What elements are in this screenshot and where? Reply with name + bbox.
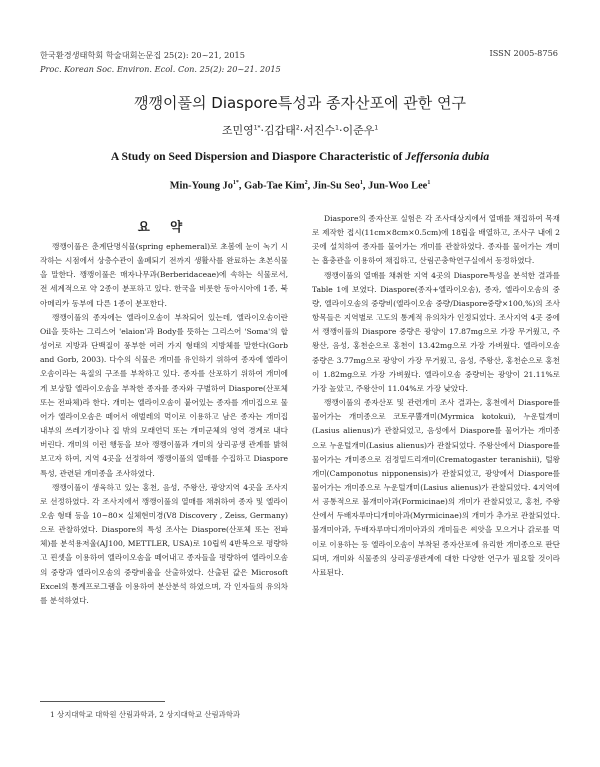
body-column-right: [312, 212, 560, 580]
journal-header: [40, 48, 281, 76]
author-name: 이준우: [342, 124, 375, 137]
paper-title-en: [0, 150, 600, 163]
body-paragraph: 깽깽이풀의 종자산포 및 관련개미 조사 결과는, 홍천에서 Diaspore를 물어가는 개미종으로 코토쿠뿔개미(Myrmica kotokui), 누운털개미(Lasius alienus)가 관찰되었고, 음성에서 Diaspore를 물어가는 개미종으로 누운털개미(Lasius alienus)가 관찰되었다. 주왕산에서 Diaspore를 물어가는 개미종으로 검정밑드리개미(Crematogaster teranishii), 털왕개미(Camponotus nipponensis)가 관찰되었고, 광양에서 Diaspore를 물어가는 개미종으로 누운털개미(Lasius alienus)가 관찰되었다. 4지역에서 공통적으로 불개미아과(Formicinae)의 개미가 관찰되었고, 홍천, 주왕산에서 두배자루마디개미아과(Myrmicinae)의 개미가 추가로 관찰되었다. 불개미아과, 두배자루마디개미아과의 개미들은 씨앗을 모으거나 갉로를 먹이로 이용하는 등 엘라이오솜이 부착된 종자산포에 유리한 개미종으로 판단되며, 개미와 식물종의 상리공생관계에 대한 다양한 연구가 필요할 것이라 사료된다.: [312, 398, 560, 577]
title-en-species: Jeffersonia dubia: [405, 150, 490, 163]
author-affiliation-mark: 1: [335, 124, 339, 132]
body-paragraph: 깽깽이풀의 열매를 채취한 지역 4곳의 Diaspore특성을 분석한 결과를 Table 1에 보였다. Diaspore(종자+엘라이오솜), 종자, 엘라이오솜의 중량, 엘라이오솜의 중량비(엘라이오솜 중량/Diaspore중량×100,%)의 조사항목들은 지역별로 고도의 통계적 유의차가 인정되었다. 조사지역 4곳 중에서 깽깽이풀의 Diaspore 중량은 광양이 17.87mg으로 가장 무거웠고, 주왕산, 음성, 홍천순으로 홍천이 13.42mg으로 가장 가벼웠다. 엘라이오솜 중량은 3.77mg으로 광양이 가장 무거웠고, 음성, 주왕산, 홍천순으로 홍천이 1.82mg으로 가장 가벼웠다. 엘라이오솜 중량비는 광양이 21.11%로 가장 높았고, 주왕산이 11.04%로 가장 낮았다.: [312, 270, 560, 393]
author-name: 조민영: [221, 124, 254, 137]
abstract-heading: 요 약: [137, 219, 191, 234]
author-name: Gab-Tae Kim: [244, 180, 305, 192]
author-name: Jun-Woo Lee: [368, 180, 428, 192]
author-affiliation-mark: 1: [427, 180, 431, 186]
author-affiliation-mark: 2: [295, 124, 300, 132]
paper-title-ko: 깽깽이풀의 Diaspore특성과 종자산포에 관한 연구: [134, 94, 466, 112]
author-list-en: Min-Young $Jo^{1*}$, Gab-Tae Kim$^2$, Jin-Su Seo$^1$, Jun-Woo Lee$^1$: [169, 180, 431, 192]
journal-citation-en: Proc. Korean Soc. Environ. Ecol. Con. 25(2): 20~21. 2015: [40, 64, 281, 74]
author-name: 김갑태: [264, 124, 296, 137]
author-name: Min-Young Jo: [169, 180, 233, 192]
body-paragraph: 깽깽이풀의 종자에는 엘라이오솜이 부착되어 있는데, 엘라이오솜이란 Oil을 뜻하는 그리스어 'elaion'과 Body를 뜻하는 그리스어 'Soma'의 합성어로 지방과 단백질이 풍부한 여러 가지 형태의 지방체를 말한다(Gorb and Gorb, 2003). 다수의 식물은 개미를 유인하기 위하여 종자에 엘라이오솜이라는 육질의 구조를 부착하고 있다. 종자를 산포하기 위하여 개미에게 보상할 엘라이오솜을 부착한 종자를 종자와 구별하여 Diaspore(산포체 또는 전파체)라 한다. 개미는 엘라이오솜이 붙어있는 종자를 개미집으로 물어가 엘라이오솜은 떼어서 애벌레의 먹이로 이용하고 남은 종자는 개미집 내부의 쓰레기장이나 집 밖의 모래언덕 또는 개미군체의 영역 경계로 내다버린다. 개미의 이런 행동을 보아 깽깽이풀과 개미의 상리공생 관계를 밝혀보고자 하여, 지역 4곳을 선정하여 깽깽이풀의 열매를 수집하고 Diaspore 특성, 관련된 개미종을 조사하였다.: [40, 312, 288, 478]
author-affiliation-mark: 2: [304, 180, 308, 186]
body-paragraph: Diaspore의 종자산포 실험은 각 조사대상지에서 열매를 채집하여 목재로 제작한 접시(11cm×8cm×0.5cm)에 18립을 배열하고, 조사구 내에 2곳에 설치하여 종자를 물어가는 개미를 관찰하였다. 종자를 물어가는 개미는 흡충관을 이용하여 채집하고, 산림곤충학연구실에서 동정하였다.: [312, 214, 560, 266]
author-name: 서진수: [303, 124, 336, 137]
author-affiliation-mark: 1*: [253, 124, 261, 132]
issn: ISSN 2005-8756: [489, 48, 558, 58]
author-affiliation-mark: 1: [359, 180, 363, 186]
body-paragraph: 깽깽이풀이 생육하고 있는 홍천, 음성, 주왕산, 광양지역 4곳을 조사지로 선정하였다. 각 조사지에서 깽깽이풀의 열매를 채취하여 종자 및 엘라이오솜 형태 등을 10~80× 실체현미경(V8 Discovery , Zeiss, Germany)으로 관찰하였다. Diaspore의 특성 조사는 Diaspore(산포체 또는 전파체)를 분석용저울(AJ100, METTLER, USA)로 10립씩 4반복으로 평량하고 핀셋을 이용하여 엘라이오솜을 떼어내고 종자들을 평량하여 엘라이오솜의 중량과 엘라이오솜의 중량비율을 산출하였다. 산출된 값은 Microsoft Excel의 통계프로그램을 이용하여 분산분석 하였으며, 각 인자들의 유의차를 분석하였다.: [40, 482, 288, 605]
author-affiliation-mark: 1: [374, 124, 379, 132]
author-list-ko: 조민영$^{1*}$·김갑태$^2$·서진수$^1$·이준우$^1$: [221, 124, 379, 137]
body-paragraph: 깽깽이풀은 춘계단명식물(spring ephemeral)로 초봄에 눈이 녹기 시작하는 시점에서 상층수관이 울폐되기 전까지 생활사를 완료하는 초본식물을 말한다. 깽깽이풀은 매자나무과(Berberidaceae)에 속하는 식물로서, 전 세계적으로 약 2종이 분포하고 있다. 한국을 비롯한 동아시아에 1종, 북아메리카 동부에 다른 1종이 분포한다.: [40, 242, 288, 308]
footnote-rule: [40, 701, 165, 702]
affiliation-footnote: 1 상지대학교 대학원 산림과학과, 2 상지대학교 산림과학과: [50, 710, 241, 719]
author-affiliation-mark: 1*: [232, 180, 239, 186]
author-name: Jin-Su Seo: [312, 180, 360, 192]
title-en-main: A Study on Seed Dispersion and Diaspore Characteristic of: [110, 150, 406, 163]
journal-citation-ko: 한국환경생태학회 학술대회논문집 25(2): 20~21, 2015: [40, 50, 245, 60]
body-column-left: [40, 240, 288, 608]
